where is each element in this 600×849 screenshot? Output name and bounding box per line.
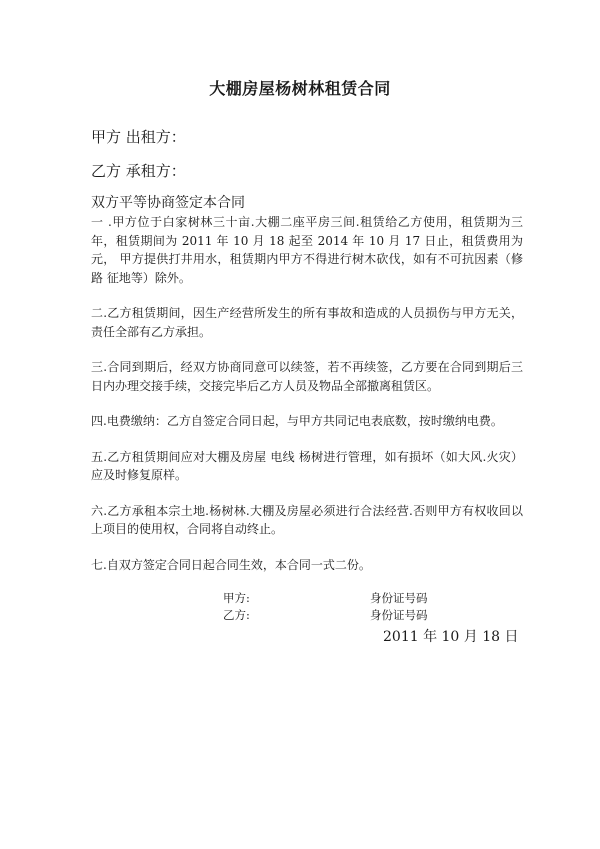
contract-intro: 双方平等协商签定本合同: [91, 195, 245, 211]
party-b-lessee: 乙方 承租方：: [91, 162, 186, 180]
contract-title: 大棚房屋杨树林租赁合同: [209, 79, 391, 98]
clause-4: 四.电费缴纳：乙方自签定合同日起，与甲方共同记电表底数，按时缴纳电费。: [91, 414, 503, 428]
party-a-lessor: 甲方 出租方：: [91, 128, 186, 146]
clause-5: 五.乙方租赁期间应对大棚及房屋 电线 杨树进行管理，如有损坏（如大风.火灾）应及时修复原样。: [91, 449, 523, 482]
signature-party-b-id-number: 身份证号码: [370, 608, 428, 622]
clause-3: 三.合同到期后，经双方协商同意可以续签，若不再续签，乙方要在合同到期后三日内办理交接手续，交接完毕后乙方人员及物品全部撤离租赁区。: [91, 360, 523, 393]
clause-7: 七.自双方签定合同日起合同生效，本合同一式二份。: [91, 557, 371, 572]
signature-party-a-label: 甲方:: [223, 591, 250, 605]
contract-date: 2011 年 10 月 18 日: [383, 629, 519, 645]
clause-2: 二.乙方租赁期间，因生产经营所发生的所有事故和造成的人员损伤与甲方无关，责任全部有乙方承担。: [91, 306, 523, 339]
clause-1: 一 .甲方位于白家树林三十亩.大棚二座平房三间.租赁给乙方使用，租赁期为三年，租赁期间为 2011 年 10 月 18 起至 2014 年 10 月 17 日止，租赁费用为 元， 甲方提供打井用水，租赁期内甲方不得进行树木砍伐，如有不可抗因素（修路 征地等）除外。: [91, 215, 523, 285]
clause-list: [91, 213, 523, 591]
clause-6: 六.乙方承租本宗土地.杨树林.大棚及房屋必须进行合法经营.否则甲方有权收回以上项目的使用权，合同将自动终止。: [91, 503, 523, 536]
signature-party-b-label: 乙方:: [223, 608, 250, 622]
signature-party-a-id-number: 身份证号码: [370, 591, 428, 605]
